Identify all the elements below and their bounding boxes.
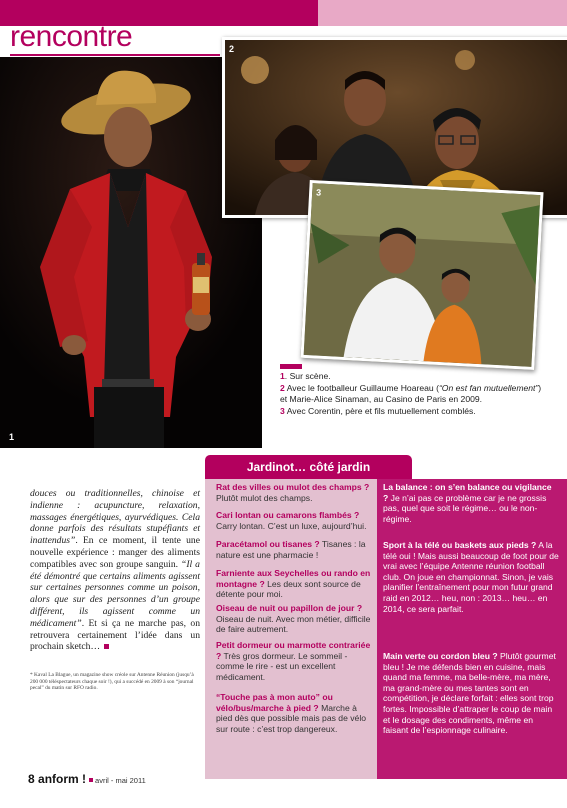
qa-item: Petit dormeur ou marmotte contrariée ? Très gros dormeur. Le sommeil - comme le rire - est un excellent médicament. (216, 640, 371, 682)
title-rule (10, 54, 220, 56)
caption-marker (280, 364, 302, 369)
caption-3: 3 Avec Corentin, père et fils mutuellement comblés. (280, 406, 476, 416)
photo-number: 3 (315, 187, 322, 198)
caption-1: 1. Sur scène. (280, 371, 331, 381)
article-body: douces ou traditionnelles, chinoise et indienne : acupuncture, relaxation, massages énergétiques, ayurvédiques. Cela donne parfois des résultats stupéfiants et inattendus”. En ce moment, il tente une nouvelle expérience : manger des aliments compatibles avec son groupe sanguin. “Il a été démontré que certains aliments agissent sur certaines personnes comme un poison, alors que sur des personnes d’un groupe différent, ils agissent comme un médicament”. Et si ça ne marche pas, on retrouvera certainement l’idée dans un prochain sketch… (30, 488, 200, 653)
page-footer (28, 772, 146, 786)
footnote: * Kaval La Blague, un magazine show créole sur Antenne Réunion (jusqu’à 200 000 téléspectateurs chaque soir !), qui a succédé en 2009 à son “journal pecal” du matin sur RFO radio. (30, 672, 194, 691)
father-son-illustration (304, 183, 541, 367)
qa-item: Sport à la télé ou baskets aux pieds ? A la télé oui ! Mais aussi beaucoup de foot pour de vrai avec l’équipe Antenne réunion football club. On joue en championnat. Sinon, je vais planifier l’entraînement pour mon futur grand raid en 2012… heu, non : 2013… heu… en 2014, ce sera parfait. (383, 540, 559, 614)
header-bar-pink (318, 0, 567, 26)
magazine-name: anform ! (38, 772, 87, 786)
qa-item: Paracétamol ou tisanes ? Tisanes : la nature est une pharmacie ! (216, 539, 366, 560)
qa-item: “Touche pas à mon auto” ou vélo/bus/marche à pied ? Marche à pied dès que possible mais pas de vélo sur route : c’est trop dangereux. (216, 692, 367, 734)
box-header (205, 455, 412, 479)
qa-item: Farniente aux Seychelles ou rando en montagne ? Les deux sont source de détente pour moi. (216, 568, 371, 600)
photo-number: 2 (229, 44, 235, 54)
box-title: Jardinot… côté jardin (246, 460, 371, 474)
qa-item: Cari lontan ou camarons flambés ? Carry lontan. C’est un luxe, aujourd’hui. (216, 510, 367, 531)
section-title: rencontre (10, 20, 133, 53)
qa-item: La balance : on s’en balance ou vigilance ? Je n’ai pas ce problème car je ne grossis pas, quel que soit le régime… ou le non-régime. (383, 482, 552, 524)
end-mark (104, 644, 109, 649)
footer-square (89, 778, 93, 782)
qa-item: Rat des villes ou mulot des champs ? Plutôt mulot des champs. (216, 482, 370, 503)
qa-item: Oiseau de nuit ou papillon de jour ? Oiseau de nuit. Avec mon métier, difficile de faire autrement. (216, 603, 371, 635)
page-number: 8 (28, 772, 35, 786)
caption-2: 2 Avec le footballeur Guillaume Hoareau (“On est fan mutuellement”) et Marie-Alice Sinaman, au Casino de Paris en 2009. (280, 383, 542, 404)
qa-item: Main verte ou cordon bleu ? Plutôt gourmet bleu ! Je me défends bien en cuisine, mais quand ma femme, ma belle-mère, ma mère, ma grand-mère ou mes tantes sont en compétition, je déclare forfait : elles sont trop fortes. Impossible d’attraper le coup de main et le dosage des condiments, même en faisant de l’espionnage culinaire. (383, 651, 556, 736)
photo-number: 1 (9, 432, 15, 442)
photo-captions (280, 371, 550, 418)
photo-corentin (301, 180, 544, 370)
issue-date: avril - mai 2011 (95, 776, 146, 785)
